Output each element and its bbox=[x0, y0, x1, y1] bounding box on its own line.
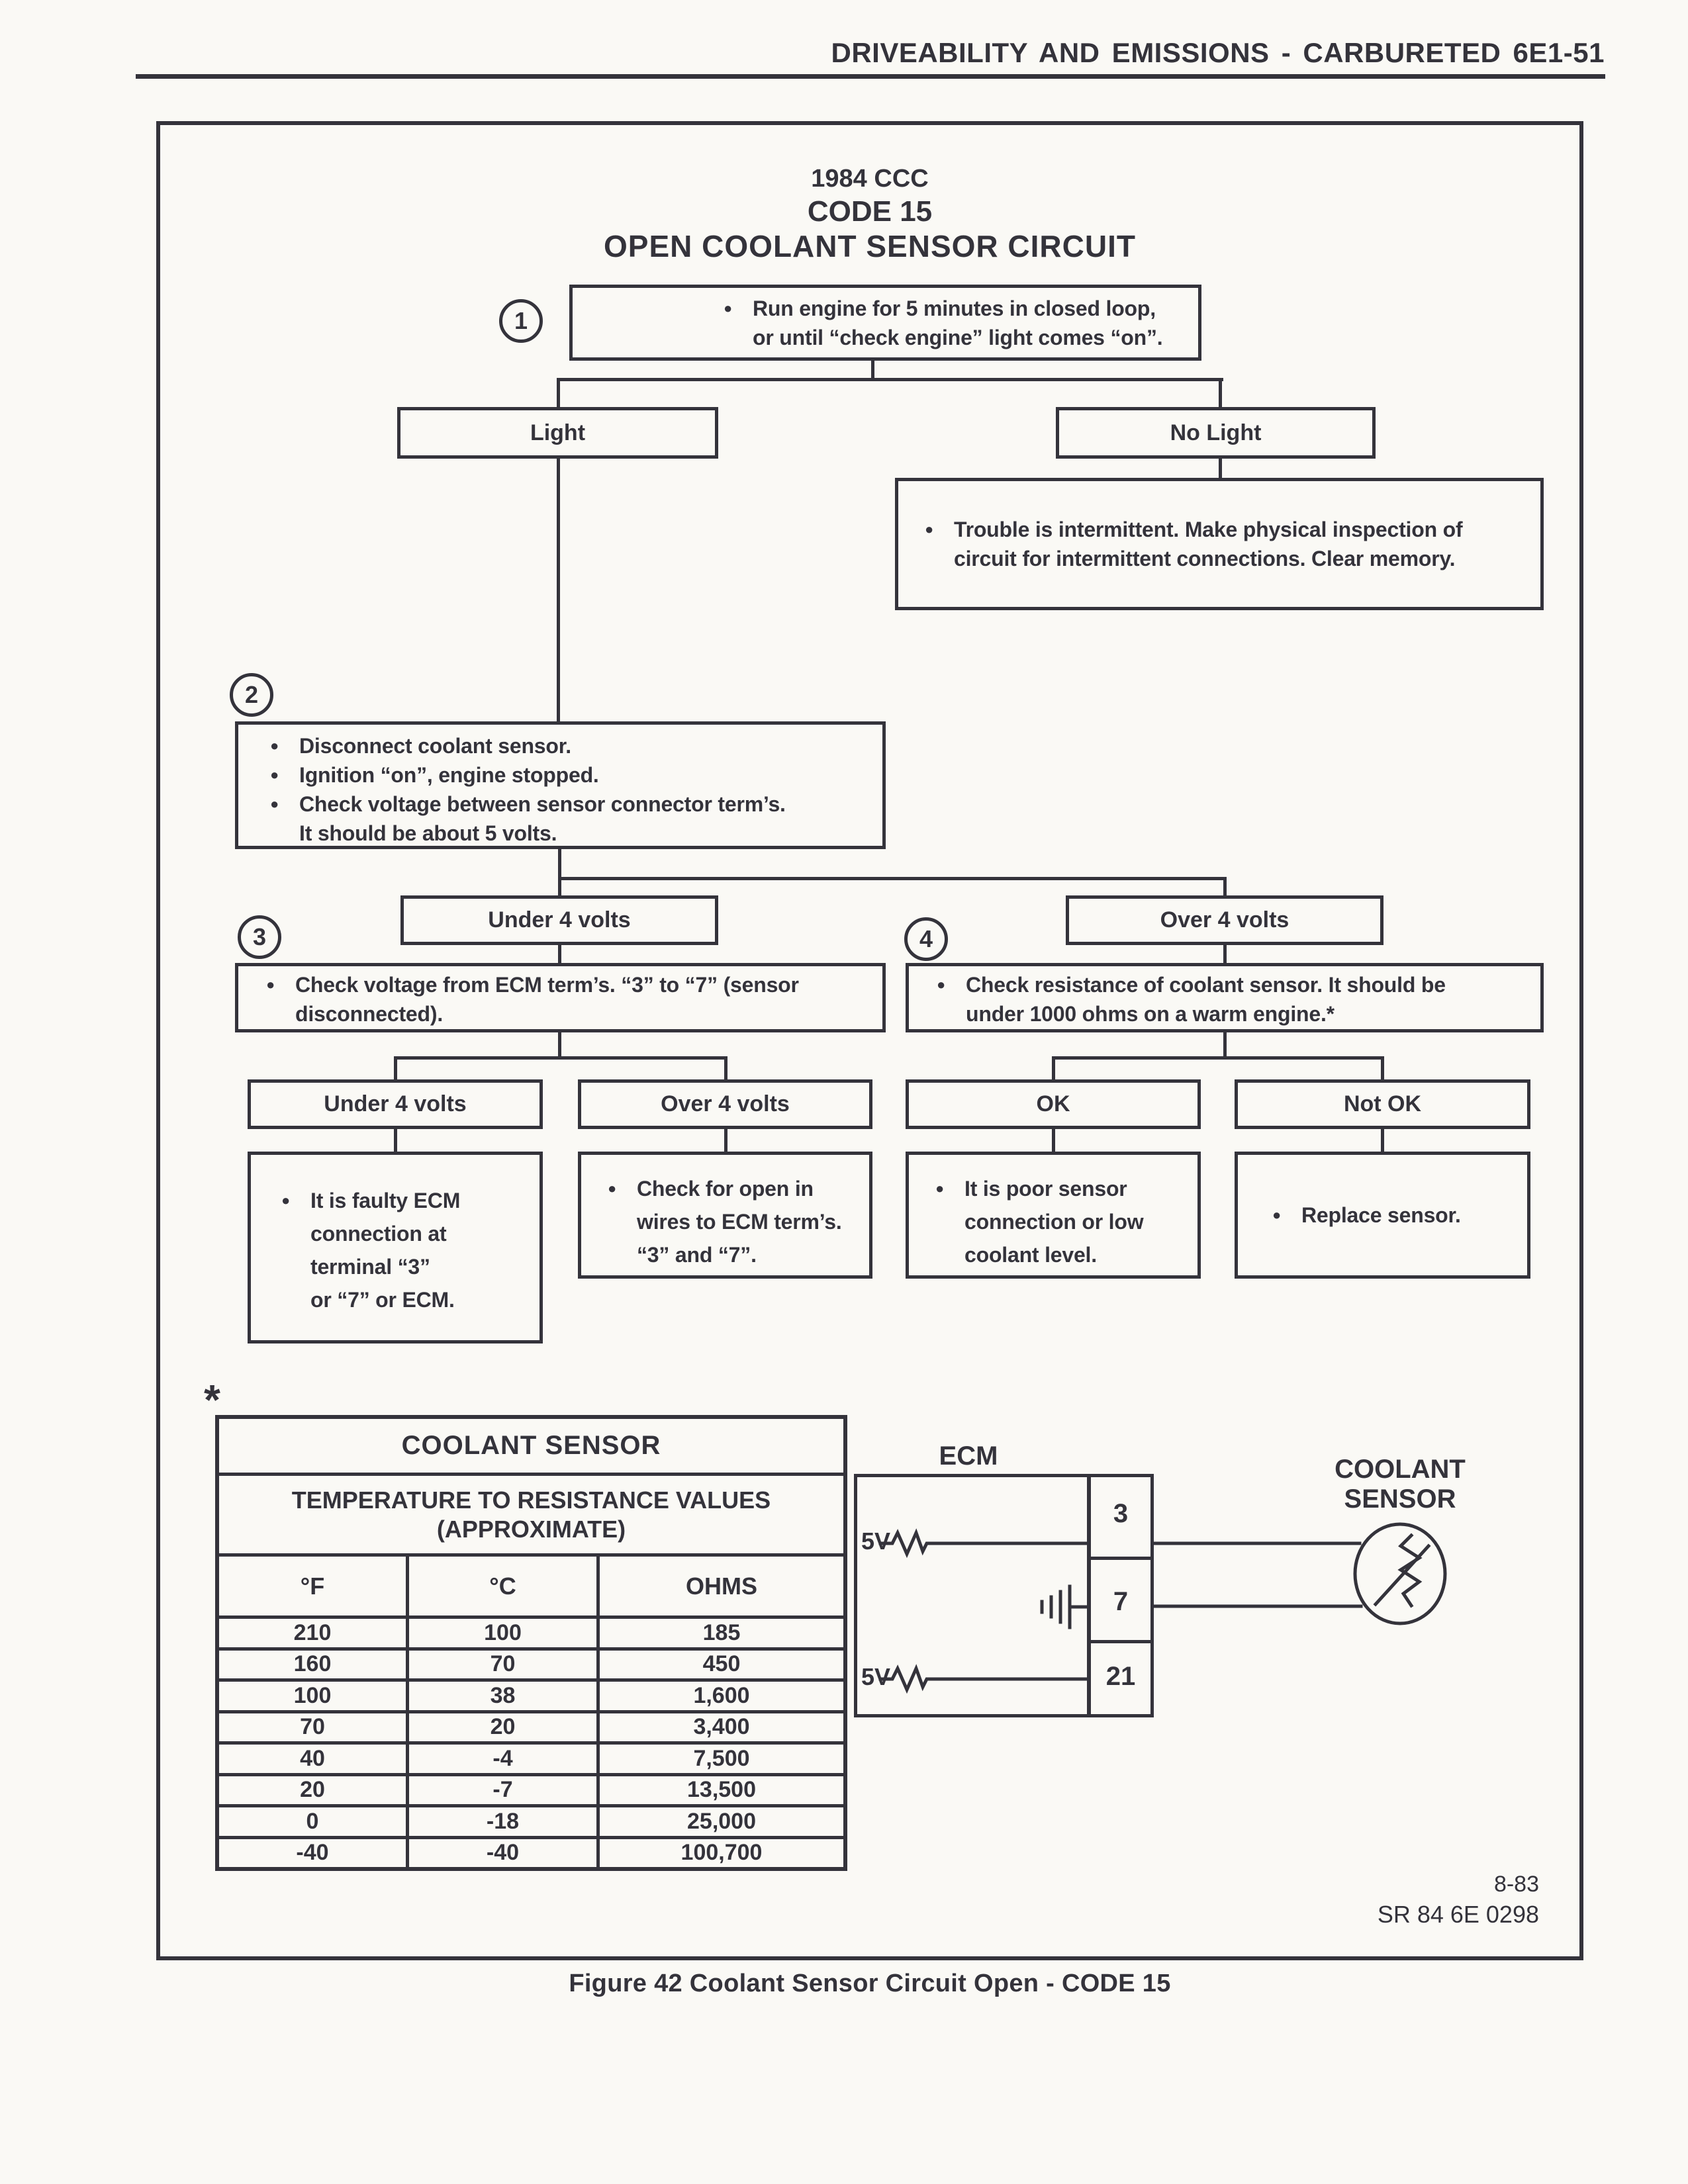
flow-line bbox=[281, 1250, 539, 1283]
table-cell: 0 bbox=[306, 1808, 319, 1834]
bullet-icon: ● bbox=[266, 976, 275, 993]
connector bbox=[558, 944, 561, 964]
decision-label: Over 4 volts bbox=[1160, 907, 1289, 933]
connector bbox=[1052, 1128, 1055, 1153]
flow-line bbox=[608, 1238, 869, 1271]
document-number: SR 84 6E 0298 bbox=[1377, 1901, 1539, 1928]
title-line-3: OPEN COOLANT SENSOR CIRCUIT bbox=[604, 229, 1136, 263]
decision-no-light-box bbox=[1056, 407, 1376, 459]
table-cell: 100 bbox=[406, 1619, 596, 1647]
connector bbox=[558, 877, 561, 897]
decision-over-4v-box bbox=[1066, 895, 1383, 945]
flow-text: circuit for intermittent connections. Clear memory. bbox=[954, 547, 1456, 570]
step-number: 3 bbox=[252, 923, 267, 950]
flow-line bbox=[266, 999, 882, 1028]
connector bbox=[394, 1056, 397, 1081]
ecm-label: ECM bbox=[939, 1441, 998, 1471]
coolant-sensor-label-line2: SENSOR bbox=[1344, 1484, 1456, 1514]
table-cell: -18 bbox=[406, 1807, 596, 1836]
table-cell: 1,600 bbox=[596, 1682, 843, 1710]
step-2-box bbox=[235, 721, 886, 849]
step-number: 1 bbox=[514, 307, 528, 334]
flow-line bbox=[937, 999, 1540, 1028]
flow-text: Check voltage between sensor connector term’s. bbox=[299, 792, 786, 816]
table-row bbox=[219, 1615, 843, 1647]
result-faulty-ecm-box bbox=[248, 1152, 543, 1343]
bullet-icon: ● bbox=[270, 766, 279, 783]
decision-ok-box bbox=[906, 1079, 1201, 1129]
table-cell: -7 bbox=[406, 1776, 596, 1805]
table-subtitle-line2: (APPROXIMATE) bbox=[436, 1515, 626, 1543]
connector bbox=[724, 1128, 727, 1153]
flow-line bbox=[935, 1238, 1197, 1271]
flow-text: or “7” or ECM. bbox=[310, 1288, 455, 1312]
column-header: OHMS bbox=[596, 1557, 843, 1615]
flow-line bbox=[281, 1217, 539, 1250]
bullet-icon: ● bbox=[724, 300, 733, 316]
table-cell: 3,400 bbox=[596, 1713, 843, 1742]
page-header: DRIVEABILITY AND EMISSIONS - CARBURETED 6E1-51 bbox=[831, 37, 1605, 68]
connector bbox=[1219, 378, 1222, 410]
decision-under-4v-box bbox=[400, 895, 718, 945]
bullet-icon: ● bbox=[608, 1180, 617, 1197]
decision-label: Under 4 volts bbox=[324, 1091, 467, 1116]
connector bbox=[1381, 1056, 1384, 1081]
table-header-row bbox=[219, 1557, 843, 1615]
step-number: 4 bbox=[919, 925, 933, 952]
circuit-wiring-drawing bbox=[847, 1443, 1602, 1754]
flow-line bbox=[925, 544, 1540, 573]
decision-label: OK bbox=[1036, 1091, 1070, 1116]
connector bbox=[394, 1056, 727, 1060]
resistor-symbol bbox=[880, 1533, 1088, 1554]
flow-line bbox=[281, 1184, 539, 1217]
flow-text: Check resistance of coolant sensor. It should be bbox=[966, 973, 1446, 997]
connector bbox=[394, 1128, 397, 1153]
connector bbox=[558, 1031, 561, 1059]
table-row bbox=[219, 1710, 843, 1742]
flow-line bbox=[270, 760, 882, 790]
bullet-icon: ● bbox=[270, 796, 279, 812]
flow-line bbox=[925, 515, 1540, 544]
table-row bbox=[219, 1804, 843, 1836]
flow-line bbox=[608, 1172, 869, 1205]
step-2-badge bbox=[230, 673, 273, 717]
table-cell: 100,700 bbox=[596, 1839, 843, 1868]
flow-line bbox=[935, 1205, 1197, 1238]
flow-line bbox=[270, 790, 882, 819]
decision-label: Not OK bbox=[1343, 1091, 1422, 1116]
connector bbox=[557, 378, 560, 410]
table-cell: 25,000 bbox=[596, 1807, 843, 1836]
bullet-icon: ● bbox=[935, 1180, 945, 1197]
table-cell: 13,500 bbox=[596, 1776, 843, 1805]
thermistor-diagonal bbox=[1376, 1546, 1429, 1604]
ground-symbol bbox=[1042, 1586, 1088, 1627]
flow-text: coolant level. bbox=[964, 1243, 1097, 1267]
result-replace-sensor-box bbox=[1235, 1152, 1530, 1279]
flow-line bbox=[937, 970, 1540, 999]
table-cell: -40 bbox=[296, 1840, 329, 1866]
decision-over-4v-2-box bbox=[578, 1079, 872, 1129]
bullet-icon: ● bbox=[281, 1192, 291, 1208]
flow-text: or until “check engine” light comes “on”. bbox=[753, 326, 1163, 349]
bullet-icon: ● bbox=[925, 521, 934, 537]
table-row bbox=[219, 1647, 843, 1679]
flow-line bbox=[266, 970, 882, 999]
table-cell: 40 bbox=[300, 1745, 325, 1771]
bullet-icon: ● bbox=[270, 737, 279, 754]
connector bbox=[557, 459, 560, 723]
terminal-21-label: 21 bbox=[1105, 1662, 1136, 1691]
flow-text: terminal “3” bbox=[310, 1255, 430, 1279]
step-4-badge bbox=[904, 917, 948, 961]
table-cell: 7,500 bbox=[596, 1745, 843, 1773]
table-cell: 38 bbox=[406, 1682, 596, 1710]
flow-text: connection or low bbox=[964, 1210, 1144, 1234]
coolant-sensor-symbol bbox=[1355, 1524, 1445, 1623]
title-line-1: 1984 CCC bbox=[811, 165, 929, 193]
connector bbox=[1219, 459, 1222, 479]
flow-text: Disconnect coolant sensor. bbox=[299, 734, 571, 758]
terminal-3-label: 3 bbox=[1113, 1499, 1129, 1528]
table-cell: 100 bbox=[293, 1682, 332, 1708]
table-title: COOLANT SENSOR bbox=[219, 1419, 843, 1476]
step-4-box bbox=[906, 963, 1544, 1032]
table-row bbox=[219, 1678, 843, 1710]
coolant-sensor-table bbox=[215, 1415, 847, 1871]
connector bbox=[1052, 1056, 1383, 1060]
connector bbox=[558, 378, 1223, 381]
flow-text: Check for open in bbox=[637, 1177, 814, 1201]
connector bbox=[724, 1056, 727, 1081]
flow-text: disconnected). bbox=[295, 1002, 444, 1026]
flow-text: connection at bbox=[310, 1222, 447, 1246]
flow-text: under 1000 ohms on a warm engine.* bbox=[966, 1002, 1335, 1026]
footnote-mark: * bbox=[204, 1376, 220, 1424]
diagram-title bbox=[156, 163, 1583, 263]
column-header: °F bbox=[300, 1572, 325, 1600]
flow-line bbox=[1272, 1201, 1527, 1230]
table-cell: -4 bbox=[406, 1745, 596, 1773]
terminal-7-label: 7 bbox=[1113, 1587, 1129, 1616]
table-cell: 20 bbox=[300, 1777, 325, 1803]
flow-line bbox=[724, 294, 1198, 323]
flow-line bbox=[270, 819, 882, 848]
flow-text: Replace sensor. bbox=[1301, 1203, 1461, 1227]
connector bbox=[559, 877, 1226, 880]
table-cell: 210 bbox=[293, 1619, 332, 1645]
table-cell: -40 bbox=[406, 1839, 596, 1868]
table-subtitle-line1: TEMPERATURE TO RESISTANCE VALUES bbox=[291, 1486, 771, 1514]
step-1-badge bbox=[499, 299, 543, 343]
decision-under-4v-2-box bbox=[248, 1079, 543, 1129]
flow-text: “3” and “7”. bbox=[637, 1243, 757, 1267]
table-row bbox=[219, 1741, 843, 1773]
thermistor-zigzag bbox=[1401, 1535, 1419, 1606]
intermittent-box bbox=[895, 478, 1544, 610]
supply-5v-bottom-label: 5V bbox=[861, 1663, 891, 1690]
resistor-symbol bbox=[880, 1668, 1088, 1690]
connector bbox=[558, 848, 561, 878]
flow-text: Ignition “on”, engine stopped. bbox=[299, 763, 599, 787]
table-cell: 70 bbox=[300, 1714, 325, 1740]
flow-line bbox=[608, 1205, 869, 1238]
flow-text: Check voltage from ECM term’s. “3” to “7” (sensor bbox=[295, 973, 799, 997]
coolant-sensor-label-line1: COOLANT bbox=[1335, 1455, 1466, 1484]
decision-not-ok-box bbox=[1235, 1079, 1530, 1129]
table-subtitle bbox=[219, 1476, 843, 1557]
flow-text: It should be about 5 volts. bbox=[299, 821, 557, 845]
flow-text: wires to ECM term’s. bbox=[637, 1210, 842, 1234]
table-cell: 20 bbox=[406, 1713, 596, 1742]
flow-text: It is poor sensor bbox=[964, 1177, 1127, 1201]
bullet-icon: ● bbox=[1272, 1206, 1282, 1223]
connector bbox=[1223, 944, 1227, 964]
decision-label: Light bbox=[530, 420, 586, 445]
flow-text: It is faulty ECM bbox=[310, 1189, 461, 1212]
step-1-box bbox=[569, 285, 1201, 361]
connector bbox=[1223, 1031, 1227, 1059]
decision-label: Under 4 volts bbox=[488, 907, 631, 933]
table-cell: 450 bbox=[596, 1651, 843, 1679]
step-number: 2 bbox=[244, 681, 259, 708]
flow-text: Trouble is intermittent. Make physical inspection of bbox=[954, 518, 1463, 541]
table-cell: 160 bbox=[293, 1651, 332, 1677]
result-check-open-box bbox=[578, 1152, 872, 1279]
connector bbox=[1052, 1056, 1055, 1081]
decision-label: No Light bbox=[1170, 420, 1262, 445]
table-cell: 70 bbox=[406, 1651, 596, 1679]
decision-label: Over 4 volts bbox=[661, 1091, 790, 1116]
flow-line bbox=[270, 731, 882, 760]
step-3-box bbox=[235, 963, 886, 1032]
table-row bbox=[219, 1836, 843, 1868]
revision-date: 8-83 bbox=[1493, 1872, 1539, 1897]
flow-text: Run engine for 5 minutes in closed loop, bbox=[753, 296, 1156, 320]
flow-line bbox=[724, 323, 1198, 352]
table-cell: 185 bbox=[596, 1619, 843, 1647]
flow-line bbox=[281, 1283, 539, 1316]
supply-5v-top-label: 5V bbox=[861, 1527, 891, 1555]
result-poor-connection-box bbox=[906, 1152, 1201, 1279]
column-header: °C bbox=[406, 1557, 596, 1615]
title-line-2: CODE 15 bbox=[807, 195, 933, 228]
header-rule bbox=[136, 74, 1605, 79]
flow-line bbox=[935, 1172, 1197, 1205]
decision-light-box bbox=[397, 407, 718, 459]
table-row bbox=[219, 1773, 843, 1805]
step-3-badge bbox=[238, 915, 281, 959]
connector bbox=[1223, 877, 1227, 897]
connector bbox=[1381, 1128, 1384, 1153]
figure-caption: Figure 42 Coolant Sensor Circuit Open - CODE 15 bbox=[569, 1970, 1171, 1997]
bullet-icon: ● bbox=[937, 976, 946, 993]
